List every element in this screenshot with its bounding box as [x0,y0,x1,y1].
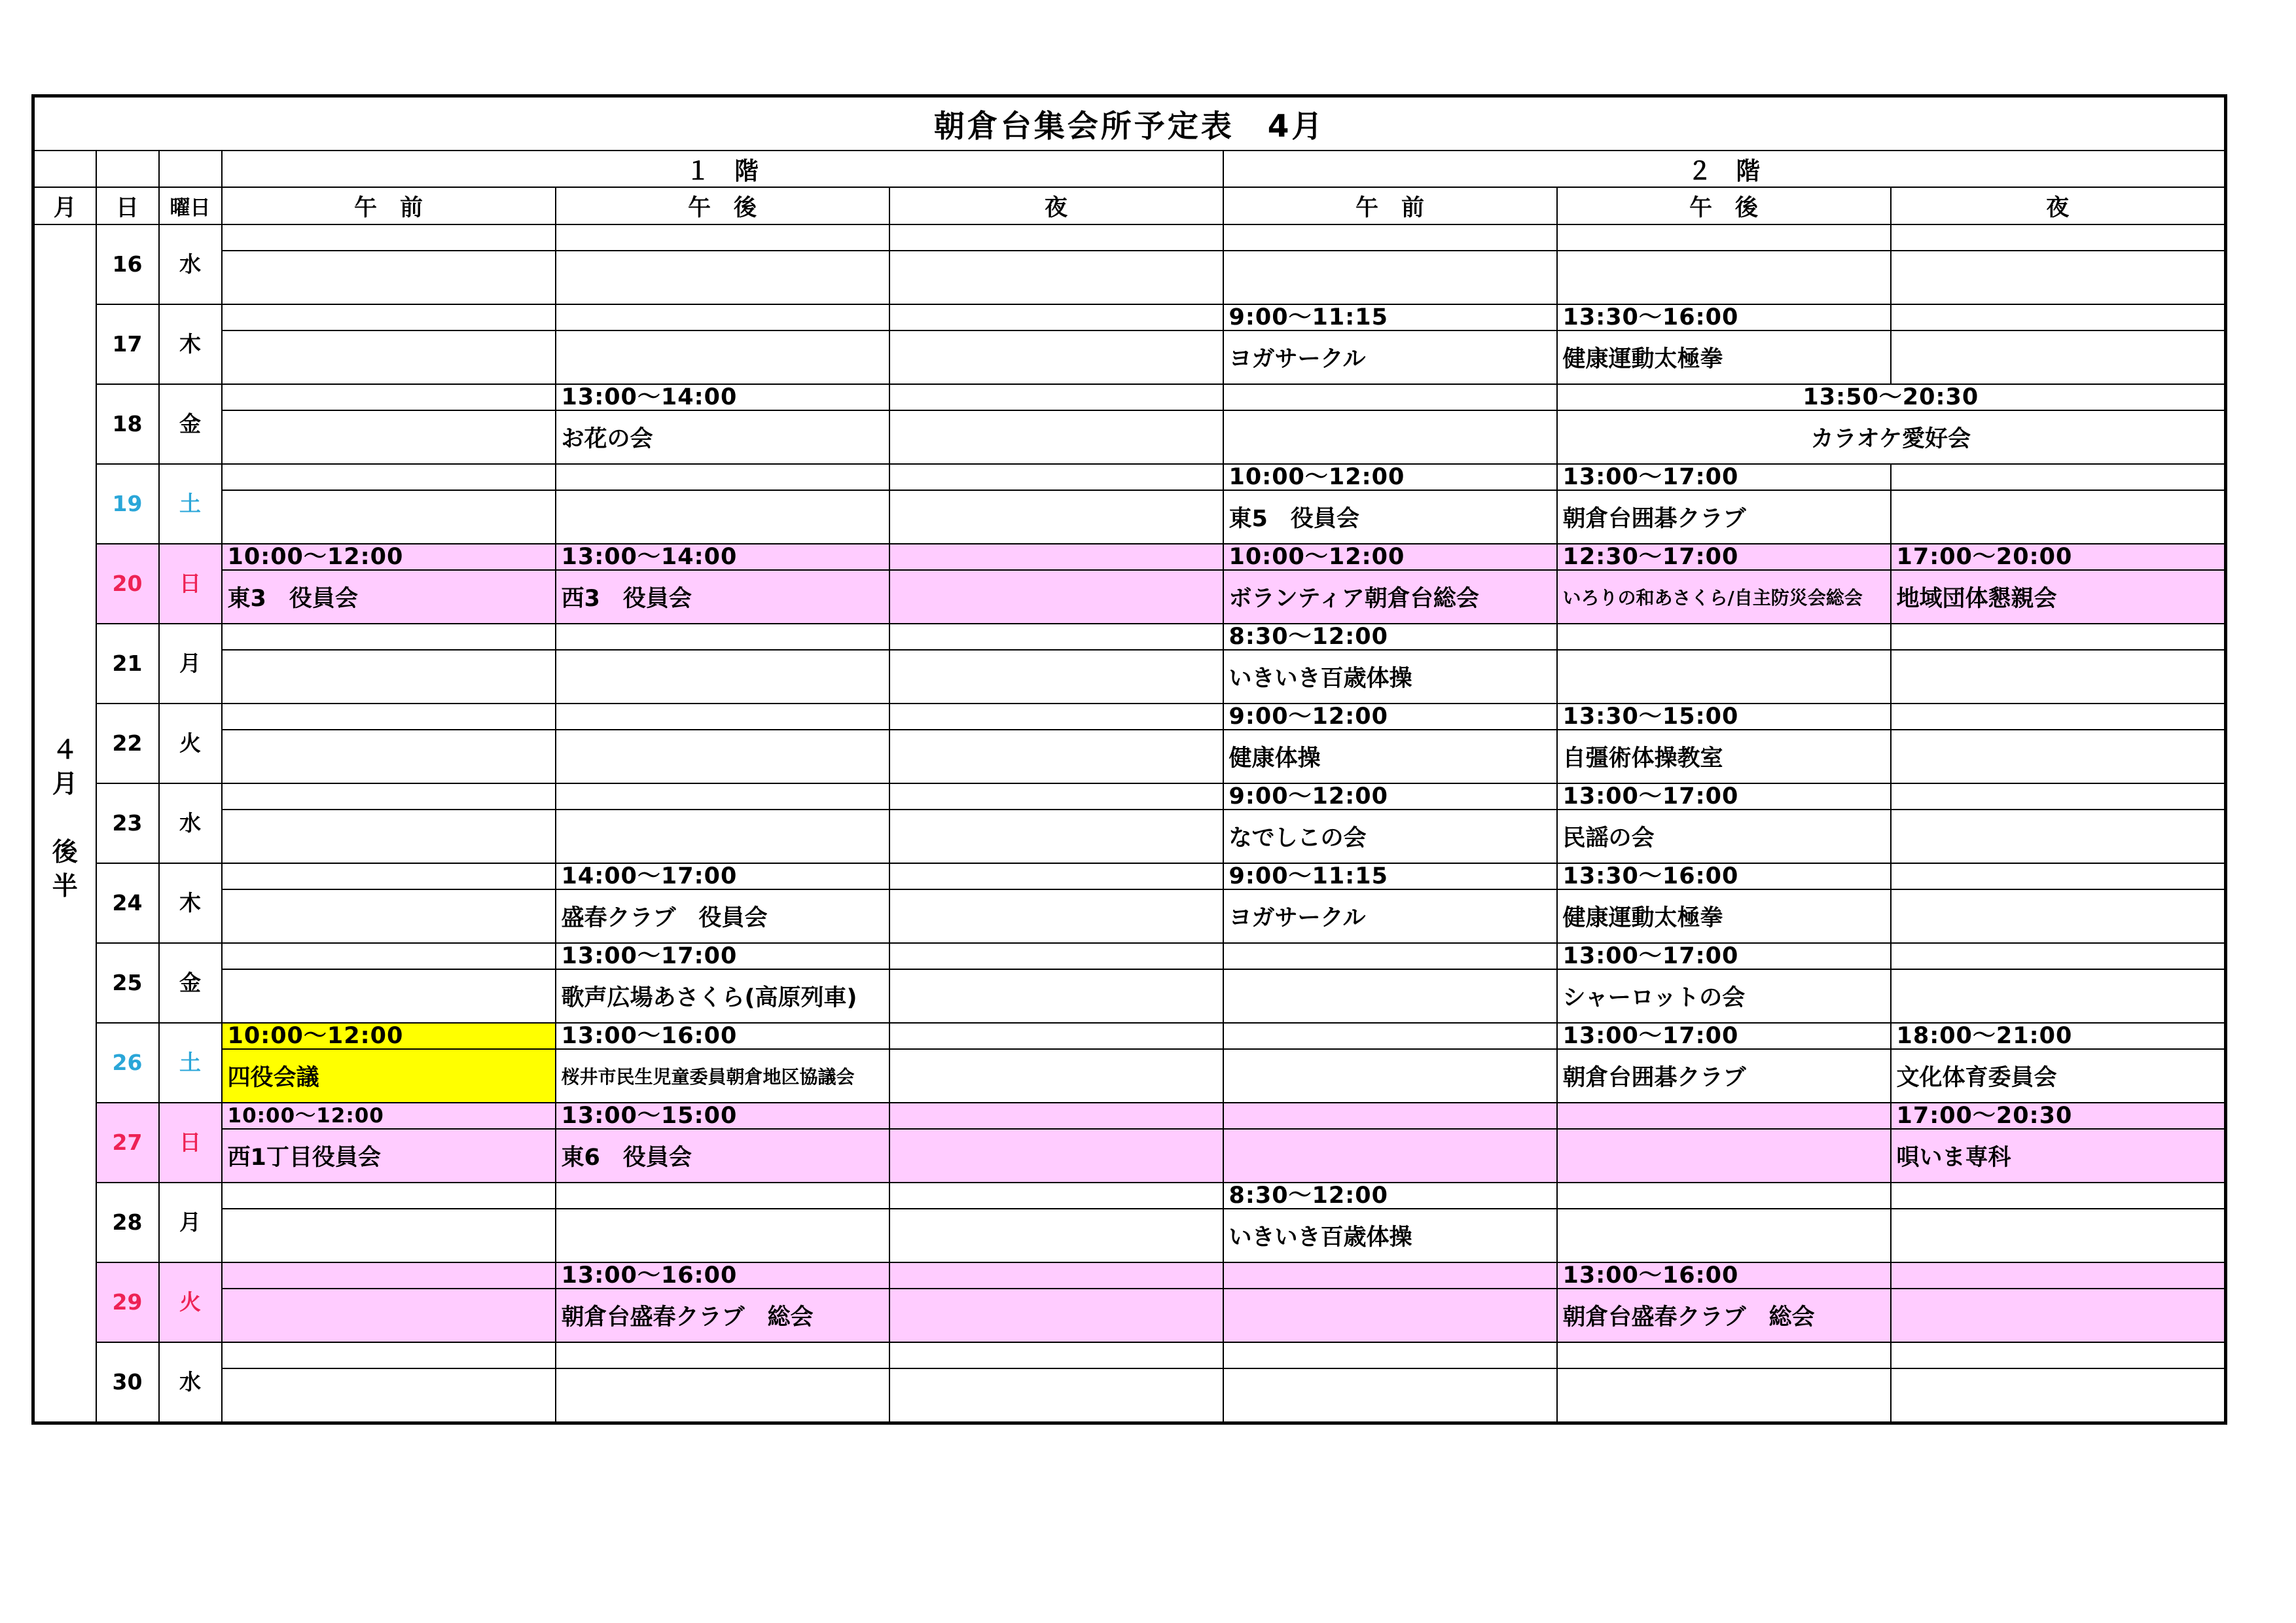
floor2-am-time: 10:00～12:00 [1223,544,1557,570]
day-number: 27 [96,1103,159,1183]
floor2-pm-time [1557,624,1891,650]
floor1-night-time [889,384,1223,410]
floor2-pm-header: 午 後 [1557,187,1891,224]
floor2-am-time [1223,384,1557,410]
floor1-am-time [222,783,556,810]
day-of-week: 水 [159,783,222,863]
day-row-event [33,810,2226,863]
floor2-pm-time: 13:30～16:00 [1557,304,1891,330]
floor1-pm-time [556,464,889,490]
month-label-char: 半 [52,872,78,901]
floor1-night-time [889,783,1223,810]
floor1-am-time [222,1262,556,1289]
floor1-am-header: 午 前 [222,187,556,224]
floor2-pm-event [1557,1209,1891,1262]
floor1-pm-time: 13:00～14:00 [556,384,889,410]
floor1-pm-time: 13:00～16:00 [556,1023,889,1049]
day-number: 23 [96,783,159,863]
floor1-night-event [889,969,1223,1023]
floor2-am-event: なでしこの会 [1223,810,1557,863]
floor1-night-header: 夜 [889,187,1223,224]
day-row-event [33,410,2226,464]
floor2-night-time [1891,704,2226,730]
floor1-pm-time: 14:00～17:00 [556,863,889,889]
floor2-night-event [1891,650,2226,704]
floor2-pm-time: 13:00～17:00 [1557,464,1891,490]
floor2-am-time [1223,1342,1557,1368]
floor2-am-event: ヨガサークル [1223,330,1557,384]
floor1-pm-event [556,330,889,384]
floor1-am-event [222,650,556,704]
floor1-pm-event: 朝倉台盛春クラブ 総会 [556,1289,889,1342]
dow-header: 曜日 [159,187,222,224]
floor2-night-time [1891,224,2226,251]
floor2-night-event [1891,730,2226,783]
month-label-char [35,806,96,840]
floor1-pm-event [556,490,889,544]
day-row-time [33,943,2226,969]
floor2-pm-time: 13:00～17:00 [1557,783,1891,810]
floor1-night-event [889,251,1223,304]
floor2-night-time [1891,624,2226,650]
floor1-night-event [889,650,1223,704]
floor1-am-time [222,943,556,969]
day-row-time [33,783,2226,810]
floor2-am-time: 8:30～12:00 [1223,1183,1557,1209]
floor2-pm-time: 13:00～17:00 [1557,943,1891,969]
floor1-pm-event: 歌声広場あさくら(高原列車) [556,969,889,1023]
floor-2-header: ２ 階 [1223,151,2226,187]
floor2-am-event: ヨガサークル [1223,889,1557,943]
floor1-am-event [222,969,556,1023]
floor1-night-event [889,1129,1223,1183]
floor1-pm-time [556,624,889,650]
floor2-night-event [1891,969,2226,1023]
day-of-week: 月 [159,624,222,704]
floor2-pm-event: 健康運動太極拳 [1557,330,1891,384]
month-label-char: 後 [52,838,78,867]
floor1-night-time [889,943,1223,969]
floor1-pm-time [556,224,889,251]
floor2-am-time [1223,1262,1557,1289]
floor2-pm-event: シャーロットの会 [1557,969,1891,1023]
day-of-week: 金 [159,943,222,1023]
floor1-am-time: 10:00～12:00 [222,1023,556,1049]
floor1-pm-time: 13:00～16:00 [556,1262,889,1289]
floor1-am-time [222,1183,556,1209]
day-of-week: 木 [159,863,222,943]
floor2-am-event [1223,410,1557,464]
floor2-am-event [1223,251,1557,304]
floor1-pm-time [556,1183,889,1209]
floor1-pm-event [556,251,889,304]
floor1-night-time [889,1342,1223,1368]
day-number: 25 [96,943,159,1023]
floor2-night-time [1891,943,2226,969]
floor1-am-event [222,330,556,384]
floor2-am-time [1223,1023,1557,1049]
floor2-pm-time: 12:30～17:00 [1557,544,1891,570]
floor1-am-event: 四役会議 [222,1049,556,1103]
floor2-am-time: 9:00～12:00 [1223,783,1557,810]
floor1-am-event [222,1289,556,1342]
day-of-week: 水 [159,1342,222,1423]
floor2-pm-time [1557,1103,1891,1129]
day-number: 20 [96,544,159,624]
floor1-am-event [222,1209,556,1262]
floor1-am-time [222,1342,556,1368]
floor2-pm-time: 13:30～15:00 [1557,704,1891,730]
floor2-pm-event: 朝倉台盛春クラブ 総会 [1557,1289,1891,1342]
floor2-am-time: 9:00～11:15 [1223,863,1557,889]
day-of-week: 火 [159,704,222,783]
floor1-am-event [222,251,556,304]
floor2-am-time: 8:30～12:00 [1223,624,1557,650]
floor1-night-event [889,570,1223,624]
floor1-night-time [889,704,1223,730]
day-number: 30 [96,1342,159,1423]
floor2-am-time [1223,224,1557,251]
day-row-time [33,704,2226,730]
day-row-event [33,490,2226,544]
floor2-night-event [1891,1368,2226,1423]
floor2-pm-event [1557,650,1891,704]
floor2-pm-event [1557,1129,1891,1183]
floor1-am-time [222,704,556,730]
day-of-week: 日 [159,1103,222,1183]
floor2-am-event: いきいき百歳体操 [1223,1209,1557,1262]
floor1-pm-time [556,304,889,330]
day-number: 18 [96,384,159,464]
floor2-night-time: 17:00～20:30 [1891,1103,2226,1129]
day-row-event [33,1129,2226,1183]
floor2-am-header: 午 前 [1223,187,1557,224]
floor2-pm-time [1557,1183,1891,1209]
floor2-night-time: 17:00～20:00 [1891,544,2226,570]
month-label-char: 月 [52,770,78,799]
floor2-night-time [1891,304,2226,330]
floor1-night-time [889,863,1223,889]
floor2-night-event: 地域団体懇親会 [1891,570,2226,624]
floor2-am-time: 10:00～12:00 [1223,464,1557,490]
day-of-week: 水 [159,224,222,304]
floor1-night-time [889,1262,1223,1289]
day-number: 28 [96,1183,159,1262]
floor1-night-time [889,1103,1223,1129]
day-number: 19 [96,464,159,544]
floor1-night-event [889,1289,1223,1342]
floor2-am-time: 9:00～11:15 [1223,304,1557,330]
floor1-night-time [889,1183,1223,1209]
day-row-time [33,544,2226,570]
floor1-night-event [889,810,1223,863]
floor2-night-event [1891,490,2226,544]
floor1-am-time [222,624,556,650]
day-row-time [33,1103,2226,1129]
page-title: 朝倉台集会所予定表 4月 [33,96,2226,151]
floor1-am-event: 東3 役員会 [222,570,556,624]
floor1-pm-event [556,730,889,783]
floor2-pm-event: いろりの和あさくら/自主防災会総会 [1557,570,1891,624]
floor1-night-event [889,1049,1223,1103]
floor1-am-event [222,410,556,464]
floor2-pm-event [1557,251,1891,304]
floor1-pm-time: 13:00～17:00 [556,943,889,969]
floor2-am-time: 9:00～12:00 [1223,704,1557,730]
floor1-night-time [889,224,1223,251]
floor1-pm-time [556,1342,889,1368]
floor1-am-event [222,889,556,943]
day-row-time [33,1342,2226,1368]
floor1-pm-time: 13:00～14:00 [556,544,889,570]
floor2-am-event [1223,969,1557,1023]
floor1-am-event [222,730,556,783]
day-row-event [33,251,2226,304]
floor1-pm-event: 東6 役員会 [556,1129,889,1183]
floor1-am-time [222,464,556,490]
floor2-night-event [1891,889,2226,943]
floor1-pm-time: 13:00～15:00 [556,1103,889,1129]
floor2-night-event [1891,330,2226,384]
day-row-event [33,889,2226,943]
floor1-am-time: 10:00～12:00 [222,544,556,570]
day-row-time [33,1262,2226,1289]
day-row-time [33,384,2226,410]
day-number: 21 [96,624,159,704]
floor1-night-time [889,624,1223,650]
floor1-pm-event [556,810,889,863]
day-row-event [33,730,2226,783]
floor1-night-time [889,1023,1223,1049]
floor2-am-event: ボランティア朝倉台総会 [1223,570,1557,624]
floor2-pm-time [1557,224,1891,251]
day-of-week: 土 [159,464,222,544]
floor2-pm-event: 健康運動太極拳 [1557,889,1891,943]
floor1-pm-header: 午 後 [556,187,889,224]
floor2-am-event: いきいき百歳体操 [1223,650,1557,704]
floor2-am-event [1223,1289,1557,1342]
floor1-night-time [889,304,1223,330]
floor2-pm-night-time: 13:50～20:30 [1557,384,2226,410]
floor1-am-time [222,384,556,410]
day-row-event [33,330,2226,384]
floor2-night-time [1891,863,2226,889]
day-number: 17 [96,304,159,384]
floor2-pm-event: 民謡の会 [1557,810,1891,863]
floor1-am-time [222,304,556,330]
day-of-week: 木 [159,304,222,384]
floor2-am-event [1223,1129,1557,1183]
floor1-pm-event [556,1209,889,1262]
day-number: 22 [96,704,159,783]
day-of-week: 日 [159,544,222,624]
floor2-pm-event [1557,1368,1891,1423]
day-row-event [33,570,2226,624]
floor2-night-event [1891,1289,2226,1342]
floor2-night-time [1891,464,2226,490]
floor1-am-time [222,863,556,889]
floor1-night-event [889,730,1223,783]
day-number: 26 [96,1023,159,1103]
day-row-event [33,650,2226,704]
day-header: 日 [96,187,159,224]
floor2-night-event [1891,810,2226,863]
floor1-pm-event [556,1368,889,1423]
day-number: 24 [96,863,159,943]
month-label [33,224,96,1423]
day-row-time [33,1023,2226,1049]
floor1-am-event: 西1丁目役員会 [222,1129,556,1183]
floor2-pm-event: 朝倉台囲碁クラブ [1557,490,1891,544]
floor1-pm-event [556,650,889,704]
day-number: 16 [96,224,159,304]
floor2-am-event [1223,1368,1557,1423]
floor2-night-time [1891,1342,2226,1368]
month-label-char: ４ [52,736,78,765]
floor2-night-event: 唄いま専科 [1891,1129,2226,1183]
floor1-pm-time [556,783,889,810]
day-row-event [33,1209,2226,1262]
day-of-week: 土 [159,1023,222,1103]
floor1-night-event [889,490,1223,544]
floor1-night-event [889,410,1223,464]
floor2-pm-time: 13:30～16:00 [1557,863,1891,889]
floor1-night-event [889,889,1223,943]
floor2-night-event: 文化体育委員会 [1891,1049,2226,1103]
floor2-night-event [1891,251,2226,304]
floor1-pm-time [556,704,889,730]
day-row-time [33,624,2226,650]
floor2-night-time [1891,1183,2226,1209]
floor2-night-time [1891,783,2226,810]
day-row-event [33,969,2226,1023]
floor2-pm-time: 13:00～16:00 [1557,1262,1891,1289]
floor1-night-time [889,544,1223,570]
floor1-am-event [222,490,556,544]
day-of-week: 火 [159,1262,222,1342]
floor2-pm-event: 朝倉台囲碁クラブ [1557,1049,1891,1103]
day-row-event [33,1049,2226,1103]
floor2-night-time [1891,1262,2226,1289]
blank-cell [96,151,159,187]
floor1-night-event [889,330,1223,384]
day-row-time [33,464,2226,490]
floor1-pm-event: 桜井市民生児童委員朝倉地区協議会 [556,1049,889,1103]
floor2-pm-time [1557,1342,1891,1368]
floor1-night-event [889,1368,1223,1423]
floor2-am-event: 東5 役員会 [1223,490,1557,544]
floor1-night-time [889,464,1223,490]
floor2-am-time [1223,1103,1557,1129]
floor2-am-event: 健康体操 [1223,730,1557,783]
day-row-time [33,1183,2226,1209]
floor2-night-event [1891,1209,2226,1262]
floor2-am-time [1223,943,1557,969]
floor2-pm-time: 13:00～17:00 [1557,1023,1891,1049]
floor1-am-time: 10:00～12:00 [222,1103,556,1129]
day-of-week: 月 [159,1183,222,1262]
floor2-pm-event: 自彊術体操教室 [1557,730,1891,783]
day-row-event [33,1368,2226,1423]
schedule-table [31,94,2227,1425]
floor2-night-time: 18:00～21:00 [1891,1023,2226,1049]
floor1-am-time [222,224,556,251]
blank-cell [33,151,96,187]
floor1-am-event [222,810,556,863]
floor2-am-event [1223,1049,1557,1103]
month-header: 月 [33,187,96,224]
floor-1-header: １ 階 [222,151,1223,187]
floor2-pm-night-event: カラオケ愛好会 [1557,410,2226,464]
floor1-pm-event: お花の会 [556,410,889,464]
blank-cell [159,151,222,187]
day-row-time [33,304,2226,330]
day-of-week: 金 [159,384,222,464]
day-number: 29 [96,1262,159,1342]
day-row-time [33,863,2226,889]
floor1-am-event [222,1368,556,1423]
floor2-night-header: 夜 [1891,187,2226,224]
day-row-event [33,1289,2226,1342]
floor1-pm-event: 盛春クラブ 役員会 [556,889,889,943]
floor1-pm-event: 西3 役員会 [556,570,889,624]
floor1-night-event [889,1209,1223,1262]
day-row-time [33,224,2226,251]
